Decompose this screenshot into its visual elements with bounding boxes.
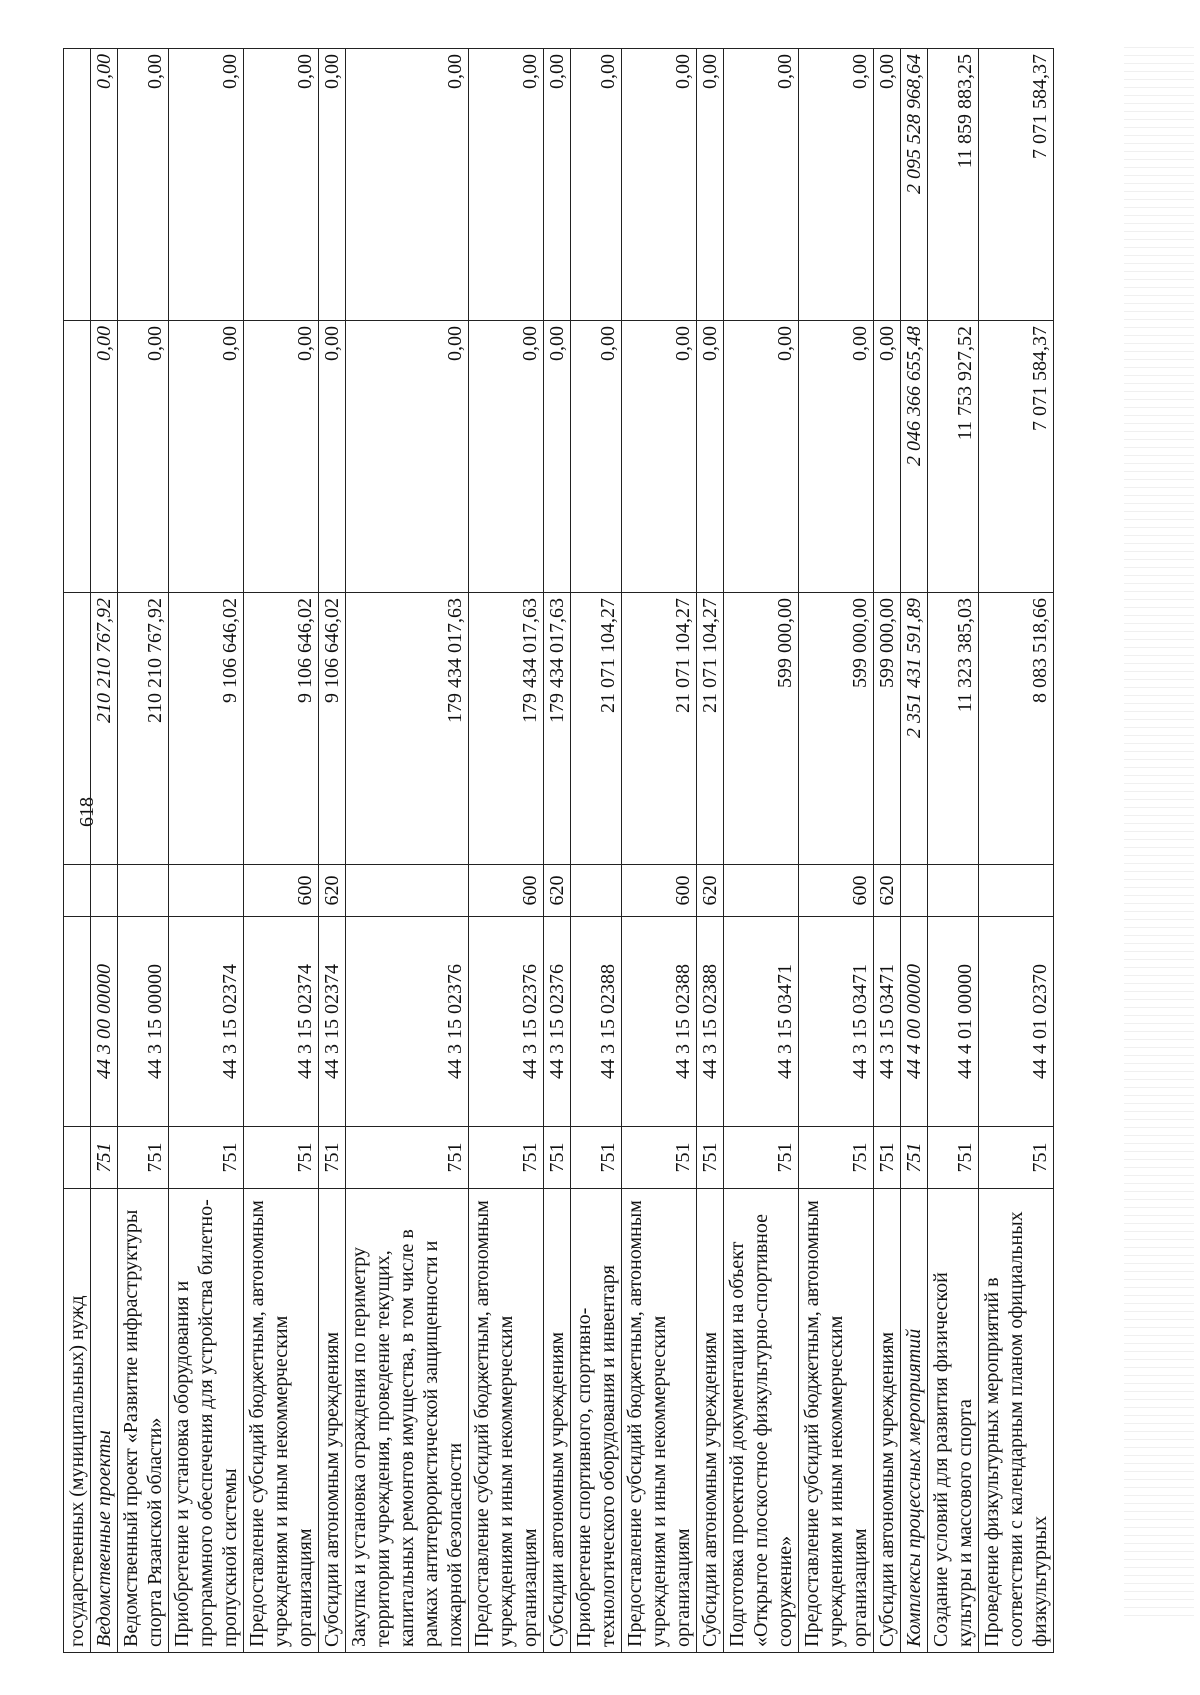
expense-type-cell: [64, 865, 91, 917]
expense-type-cell: [118, 865, 169, 917]
expense-type-cell: [346, 865, 469, 917]
sum-year-2-cell: 11 753 927,52: [928, 321, 979, 593]
sum-year-3-cell: 0,00: [874, 49, 901, 321]
row-name-cell: Предоставление субсидий бюджетным, автономным учреждениям и иным некоммерческим организациям: [799, 1189, 874, 1653]
table-row: [319, 49, 346, 1653]
table-row: [874, 49, 901, 1653]
expense-type-cell: [91, 865, 118, 917]
row-name-cell: Ведомственные проекты: [91, 1189, 118, 1653]
expense-type-cell: 600: [244, 865, 319, 917]
target-article-cell: 44 3 15 03471: [874, 917, 901, 1127]
target-article-cell: 44 3 15 02376: [544, 917, 571, 1127]
sum-year-3-cell: 7 071 584,37: [979, 49, 1054, 321]
grbs-code-cell: 751: [874, 1127, 901, 1189]
sum-year-2-cell: 0,00: [169, 321, 244, 593]
table-row: [799, 49, 874, 1653]
table-row: [724, 49, 799, 1653]
sum-year-3-cell: 0,00: [571, 49, 622, 321]
row-name-cell: Ведомственный проект «Развитие инфраструктуры спорта Рязанской области»: [118, 1189, 169, 1653]
target-article-cell: [64, 917, 91, 1127]
sum-year-3-cell: 11 859 883,25: [928, 49, 979, 321]
table-row: [979, 49, 1054, 1653]
sum-year-1-cell: 9 106 646,02: [169, 593, 244, 865]
row-name-cell: Субсидии автономным учреждениям: [697, 1189, 724, 1653]
target-article-cell: 44 3 15 02374: [319, 917, 346, 1127]
table-row: [346, 49, 469, 1653]
grbs-code-cell: 751: [169, 1127, 244, 1189]
target-article-cell: 44 3 15 02388: [622, 917, 697, 1127]
row-name-cell: Субсидии автономным учреждениям: [544, 1189, 571, 1653]
sum-year-1-cell: 9 106 646,02: [319, 593, 346, 865]
grbs-code-cell: 751: [928, 1127, 979, 1189]
target-article-cell: 44 3 15 02374: [169, 917, 244, 1127]
grbs-code-cell: 751: [469, 1127, 544, 1189]
sum-year-3-cell: 0,00: [799, 49, 874, 321]
table-row: [469, 49, 544, 1653]
grbs-code-cell: 751: [118, 1127, 169, 1189]
target-article-cell: 44 3 15 02376: [346, 917, 469, 1127]
row-name-cell: Комплексы процессных мероприятий: [901, 1189, 928, 1653]
rotated-page-content: [55, 17, 1145, 1677]
expense-type-cell: 620: [319, 865, 346, 917]
sum-year-2-cell: 2 046 366 655,48: [901, 321, 928, 593]
expense-type-cell: [571, 865, 622, 917]
table-row: [928, 49, 979, 1653]
target-article-cell: 44 3 15 02374: [244, 917, 319, 1127]
sum-year-3-cell: 0,00: [244, 49, 319, 321]
sum-year-3-cell: 0,00: [169, 49, 244, 321]
grbs-code-cell: 751: [319, 1127, 346, 1189]
grbs-code-cell: 751: [346, 1127, 469, 1189]
sum-year-1-cell: 179 434 017,63: [469, 593, 544, 865]
expense-type-cell: [724, 865, 799, 917]
target-article-cell: 44 3 15 02388: [697, 917, 724, 1127]
sum-year-2-cell: 0,00: [346, 321, 469, 593]
sum-year-1-cell: 11 323 385,03: [928, 593, 979, 865]
row-name-cell: Подготовка проектной документации на объект «Открытое плоскостное физкультурно-спортивное сооружение»: [724, 1189, 799, 1653]
sum-year-1-cell: 210 210 767,92: [91, 593, 118, 865]
sum-year-1-cell: 179 434 017,63: [544, 593, 571, 865]
sum-year-2-cell: 0,00: [799, 321, 874, 593]
sum-year-1-cell: 179 434 017,63: [346, 593, 469, 865]
grbs-code-cell: 751: [544, 1127, 571, 1189]
expense-type-cell: 620: [874, 865, 901, 917]
row-name-cell: Приобретение спортивного, спортивно-технологического оборудования и инвентаря: [571, 1189, 622, 1653]
target-article-cell: 44 4 01 00000: [928, 917, 979, 1127]
sum-year-3-cell: [64, 49, 91, 321]
expense-type-cell: [979, 865, 1054, 917]
table-row: [169, 49, 244, 1653]
grbs-code-cell: 751: [244, 1127, 319, 1189]
target-article-cell: 44 3 15 03471: [799, 917, 874, 1127]
sum-year-3-cell: 0,00: [622, 49, 697, 321]
sum-year-1-cell: [64, 593, 91, 865]
table-row: [91, 49, 118, 1653]
sum-year-2-cell: [64, 321, 91, 593]
sum-year-1-cell: 599 000,00: [724, 593, 799, 865]
target-article-cell: 44 3 15 02388: [571, 917, 622, 1127]
scan-artifact: [1124, 40, 1194, 1620]
expense-type-cell: [928, 865, 979, 917]
row-name-cell: Предоставление субсидий бюджетным, автономным учреждениям и иным некоммерческим организациям: [622, 1189, 697, 1653]
grbs-code-cell: 751: [571, 1127, 622, 1189]
table-row: [571, 49, 622, 1653]
grbs-code-cell: 751: [724, 1127, 799, 1189]
sum-year-1-cell: 21 071 104,27: [622, 593, 697, 865]
sum-year-2-cell: 0,00: [724, 321, 799, 593]
row-name-cell: Предоставление субсидий бюджетным, автономным учреждениям и иным некоммерческим организациям: [244, 1189, 319, 1653]
grbs-code-cell: 751: [622, 1127, 697, 1189]
expense-type-cell: 600: [622, 865, 697, 917]
expense-type-cell: 620: [544, 865, 571, 917]
row-name-cell: Субсидии автономным учреждениям: [874, 1189, 901, 1653]
sum-year-2-cell: 7 071 584,37: [979, 321, 1054, 593]
row-name-cell: Приобретение и установка оборудования и программного обеспечения для устройства билетно-пропускной системы: [169, 1189, 244, 1653]
table-row: [244, 49, 319, 1653]
sum-year-1-cell: 2 351 431 591,89: [901, 593, 928, 865]
budget-table: [63, 48, 1054, 1653]
sum-year-1-cell: 210 210 767,92: [118, 593, 169, 865]
sum-year-2-cell: 0,00: [622, 321, 697, 593]
sum-year-1-cell: 599 000,00: [874, 593, 901, 865]
sum-year-2-cell: 0,00: [244, 321, 319, 593]
sum-year-2-cell: 0,00: [91, 321, 118, 593]
grbs-code-cell: 751: [91, 1127, 118, 1189]
sum-year-2-cell: 0,00: [874, 321, 901, 593]
grbs-code-cell: [64, 1127, 91, 1189]
sum-year-1-cell: 8 083 518,66: [979, 593, 1054, 865]
sum-year-2-cell: 0,00: [319, 321, 346, 593]
expense-type-cell: [169, 865, 244, 917]
sum-year-3-cell: 0,00: [91, 49, 118, 321]
table-row: [622, 49, 697, 1653]
sum-year-1-cell: 9 106 646,02: [244, 593, 319, 865]
sum-year-2-cell: 0,00: [469, 321, 544, 593]
expense-type-cell: [901, 865, 928, 917]
sum-year-3-cell: 0,00: [724, 49, 799, 321]
target-article-cell: 44 4 01 02370: [979, 917, 1054, 1127]
target-article-cell: 44 3 15 03471: [724, 917, 799, 1127]
sum-year-3-cell: 0,00: [118, 49, 169, 321]
row-name-cell: Предоставление субсидий бюджетным, автономным учреждениям и иным некоммерческим организациям: [469, 1189, 544, 1653]
target-article-cell: 44 3 15 00000: [118, 917, 169, 1127]
row-name-cell: Закупка и установка ограждения по периметру территории учреждения, проведение текущих, капитальных ремонтов имущества, в том числе в рамках антитеррористической защищенности и пожарной безопасности: [346, 1189, 469, 1653]
sum-year-1-cell: 21 071 104,27: [571, 593, 622, 865]
target-article-cell: 44 3 15 02376: [469, 917, 544, 1127]
target-article-cell: 44 4 00 00000: [901, 917, 928, 1127]
row-name-cell: Создание условий для развития физической культуры и массового спорта: [928, 1189, 979, 1653]
grbs-code-cell: 751: [901, 1127, 928, 1189]
grbs-code-cell: 751: [799, 1127, 874, 1189]
sum-year-3-cell: 0,00: [544, 49, 571, 321]
table-row: [64, 49, 91, 1653]
sum-year-3-cell: 0,00: [469, 49, 544, 321]
sum-year-3-cell: 2 095 528 968,64: [901, 49, 928, 321]
sum-year-2-cell: 0,00: [544, 321, 571, 593]
table-row: [118, 49, 169, 1653]
sum-year-3-cell: 0,00: [697, 49, 724, 321]
sum-year-3-cell: 0,00: [319, 49, 346, 321]
row-name-cell: Проведение физкультурных мероприятий в соответствии с календарным планом официальных физкультурных: [979, 1189, 1054, 1653]
sum-year-1-cell: 599 000,00: [799, 593, 874, 865]
grbs-code-cell: 751: [979, 1127, 1054, 1189]
sum-year-2-cell: 0,00: [697, 321, 724, 593]
sum-year-2-cell: 0,00: [118, 321, 169, 593]
sum-year-1-cell: 21 071 104,27: [697, 593, 724, 865]
expense-type-cell: 600: [469, 865, 544, 917]
table-row: [901, 49, 928, 1653]
expense-type-cell: 600: [799, 865, 874, 917]
table-row: [544, 49, 571, 1653]
expense-type-cell: 620: [697, 865, 724, 917]
target-article-cell: 44 3 00 00000: [91, 917, 118, 1127]
row-name-cell: государственных (муниципальных) нужд: [64, 1189, 91, 1653]
row-name-cell: Субсидии автономным учреждениям: [319, 1189, 346, 1653]
sum-year-2-cell: 0,00: [571, 321, 622, 593]
grbs-code-cell: 751: [697, 1127, 724, 1189]
page-number: 618: [76, 797, 98, 827]
sum-year-3-cell: 0,00: [346, 49, 469, 321]
table-row: [697, 49, 724, 1653]
